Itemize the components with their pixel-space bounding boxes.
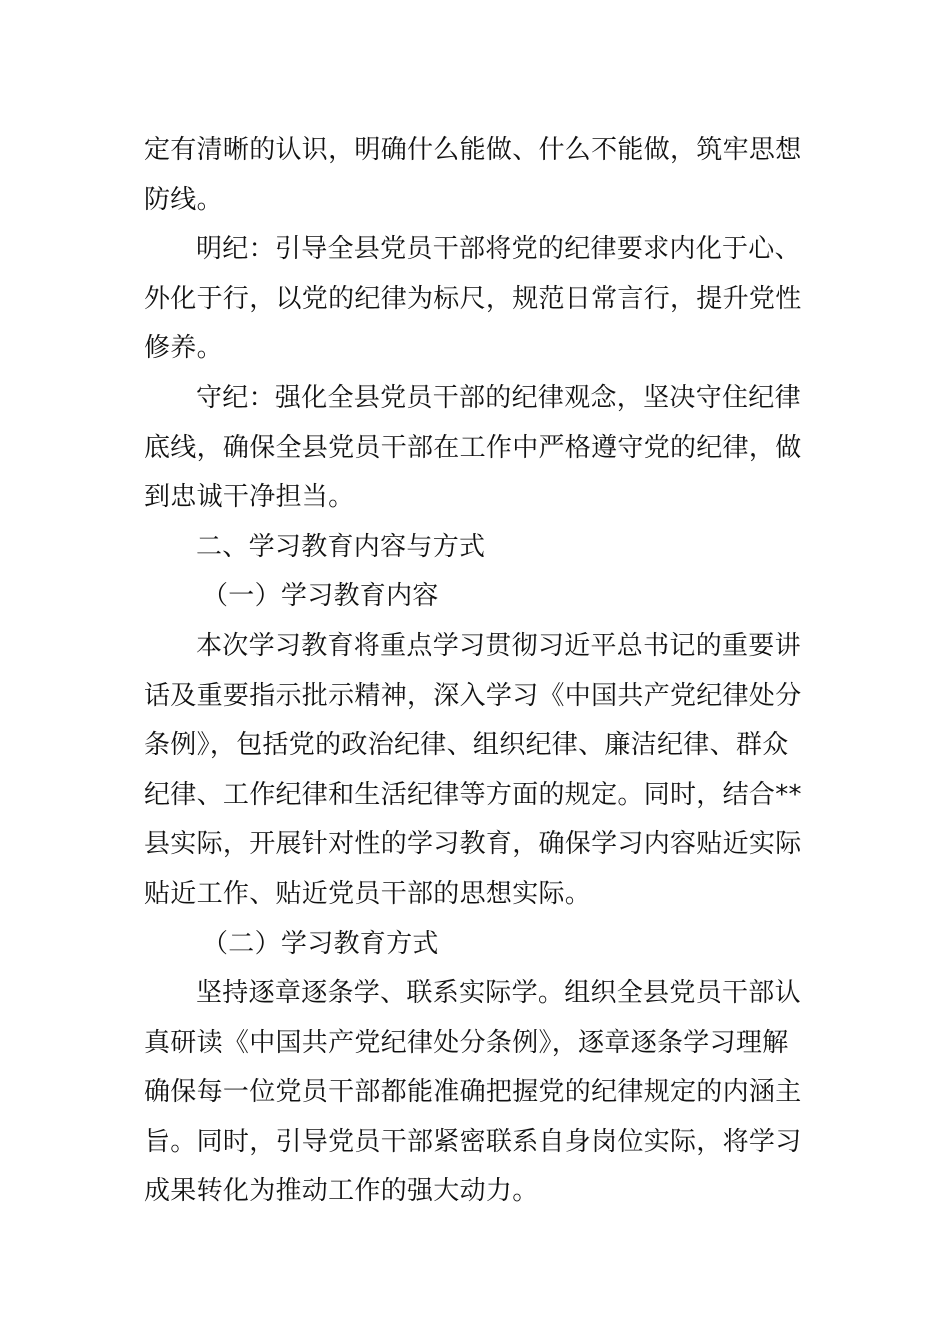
heading-line: （二）学习教育方式 xyxy=(202,928,439,959)
text-line: 贴近工作、贴近党员干部的思想实际。 xyxy=(144,878,592,909)
text-line: 纪律、工作纪律和生活纪律等方面的规定。同时，结合** xyxy=(144,779,802,810)
text-line: 确保每一位党员干部都能准确把握党的纪律规定的内涵主 xyxy=(144,1077,802,1108)
text-line: 话及重要指示批示精神，深入学习《中国共产党纪律处分 xyxy=(144,680,802,711)
section-heading xyxy=(144,523,806,573)
text-line: 真研读《中国共产党纪律处分条例》，逐章逐条学习理解 xyxy=(144,1027,789,1058)
text-line: 明纪：引导全县党员干部将党的纪律要求内化于心、 xyxy=(196,234,801,265)
text-line: 外化于行，以党的纪律为标尺，规范日常言行，提升党性 xyxy=(144,283,802,314)
heading-line: 二、学习教育内容与方式 xyxy=(196,531,486,562)
paragraph-method xyxy=(144,969,806,1217)
paragraph-shouji xyxy=(144,374,806,523)
text-line: 底线，确保全县党员干部在工作中严格遵守党的纪律，做 xyxy=(144,432,802,463)
text-line: 防线。 xyxy=(144,184,223,215)
heading-line: （一）学习教育内容 xyxy=(202,581,439,612)
subsection-heading-content xyxy=(144,572,806,622)
text-line: 到忠诚干净担当。 xyxy=(144,482,355,513)
text-line: 旨。同时，引导党员干部紧密联系自身岗位实际，将学习 xyxy=(144,1126,802,1157)
paragraph-continuation xyxy=(144,126,806,225)
text-line: 县实际，开展针对性的学习教育，确保学习内容贴近实际 xyxy=(144,829,802,860)
paragraph-mingji xyxy=(144,225,806,374)
text-line: 定有清晰的认识，明确什么能做、什么不能做，筑牢思想 xyxy=(144,135,802,165)
text-line: 坚持逐章逐条学、联系实际学。组织全县党员干部认 xyxy=(196,978,801,1009)
document-body xyxy=(144,126,806,1217)
text-line: 条例》，包括党的政治纪律、组织纪律、廉洁纪律、群众 xyxy=(144,730,789,761)
text-line: 本次学习教育将重点学习贯彻习近平总书记的重要讲 xyxy=(196,630,801,661)
text-line: 成果转化为推动工作的强大动力。 xyxy=(144,1176,539,1207)
text-line: 守纪：强化全县党员干部的纪律观念，坚决守住纪律 xyxy=(196,382,801,413)
text-line: 修养。 xyxy=(144,333,223,364)
paragraph-content xyxy=(144,622,806,920)
subsection-heading-method xyxy=(144,920,806,970)
